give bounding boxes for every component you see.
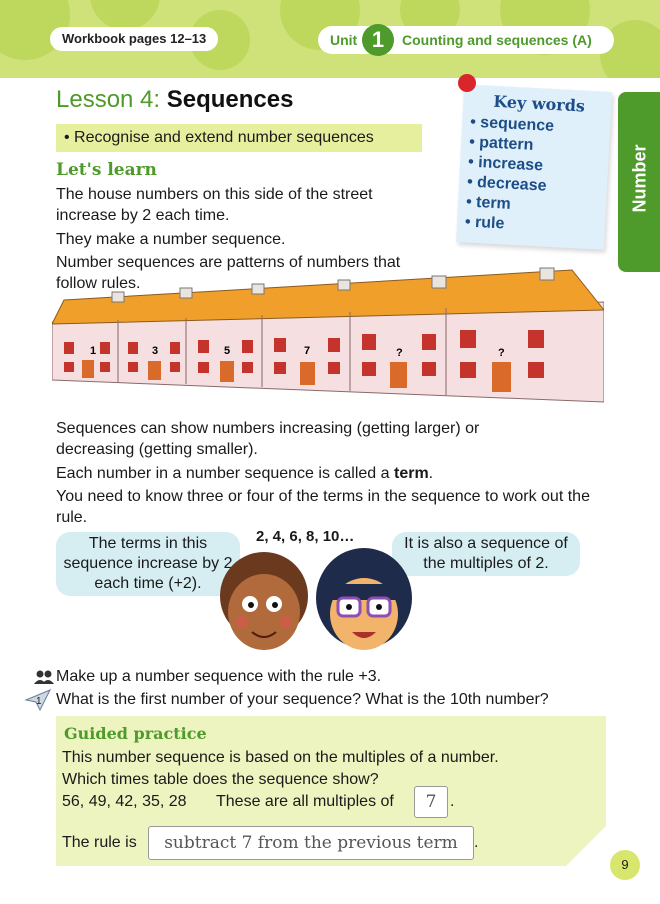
answer-period: . [450,793,455,810]
term-keyword: term [393,465,429,482]
section-tab-label: Number [629,144,650,213]
speech-bubble-left: The terms in this sequence increase by 2 each time (+2). [56,532,240,596]
workbook-pages-pill: Workbook pages 12–13 [50,27,218,51]
term-sentence-end: . [428,465,434,482]
pushpin-icon [458,74,476,92]
lesson-title [56,86,293,114]
lets-learn-paragraph-3: Number sequences are patterns of numbers that follow rules. [56,254,401,292]
guided-practice-multiples-text: These are all multiples of [216,793,394,810]
section-tab [618,92,660,272]
key-word: • pattern [469,133,554,157]
times-table-answer-box[interactable]: 7 [414,786,448,818]
terraced-houses-illustration [52,262,604,412]
guided-practice-sequence: 56, 49, 42, 35, 28 [62,793,187,810]
house-number-label: ? [498,347,505,359]
unit-title: Counting and sequences (A) [402,32,592,48]
key-word: • rule [464,212,549,236]
explanation-paragraph-3: You need to know three or four of the terms in the sequence to work out the rule. [56,488,590,526]
guided-practice-title: Guided practice [64,724,207,743]
house-number-label: 7 [304,345,311,357]
unit-number-badge: 1 [362,24,394,56]
explanation-paragraph-2 [56,463,433,484]
example-sequence: 2, 4, 6, 8, 10… [256,528,355,545]
speech-bubble-right: It is also a sequence of the multiples of 2. [392,532,580,576]
key-words-list [464,113,554,237]
key-word: • decrease [467,173,552,197]
house-number-label: 3 [152,345,159,357]
page-number: 9 [610,850,640,880]
key-word: • term [466,193,551,217]
activity-line-2: What is the first number of your sequence? What is the 10th number? [56,691,549,708]
lesson-prefix: Lesson 4: [56,86,161,113]
house-number-label: ? [396,347,403,359]
pair-work-icon [34,670,54,684]
explanation-paragraph-1: Sequences can show numbers increasing (getting larger) or decreasing (getting smaller). [56,420,480,458]
lesson-name: Sequences [166,86,294,113]
key-words-title: Key words [492,91,586,116]
guided-practice-line-2: Which times table does the sequence show? [62,771,379,788]
unit-label: Unit [330,32,358,48]
lets-learn-paragraph-1: The house numbers on this side of the street increase by 2 each time. [56,186,373,224]
lesson-objective: • Recognise and extend number sequences [56,124,422,152]
activity-line-1: Make up a number sequence with the rule +3. [56,668,382,685]
rule-period: . [474,834,479,851]
children-illustration [212,548,424,656]
unit-pill [318,26,614,54]
term-sentence-start: Each number in a number sequence is called a [56,465,394,482]
key-word: • increase [468,153,553,177]
rule-label: The rule is [62,834,137,851]
key-words-note [456,84,612,250]
house-number-label: 5 [224,345,231,357]
rule-answer-box[interactable]: subtract 7 from the previous term [148,826,474,860]
house-number-label: 1 [90,345,97,357]
lets-learn-heading: Let's learn [56,160,157,180]
lets-learn-paragraph-2: They make a number sequence. [56,231,286,248]
key-word: • sequence [470,113,555,137]
guided-practice-line-1: This number sequence is based on the multiples of a number. [62,749,499,766]
activity-icon-number: 1 [36,696,42,707]
